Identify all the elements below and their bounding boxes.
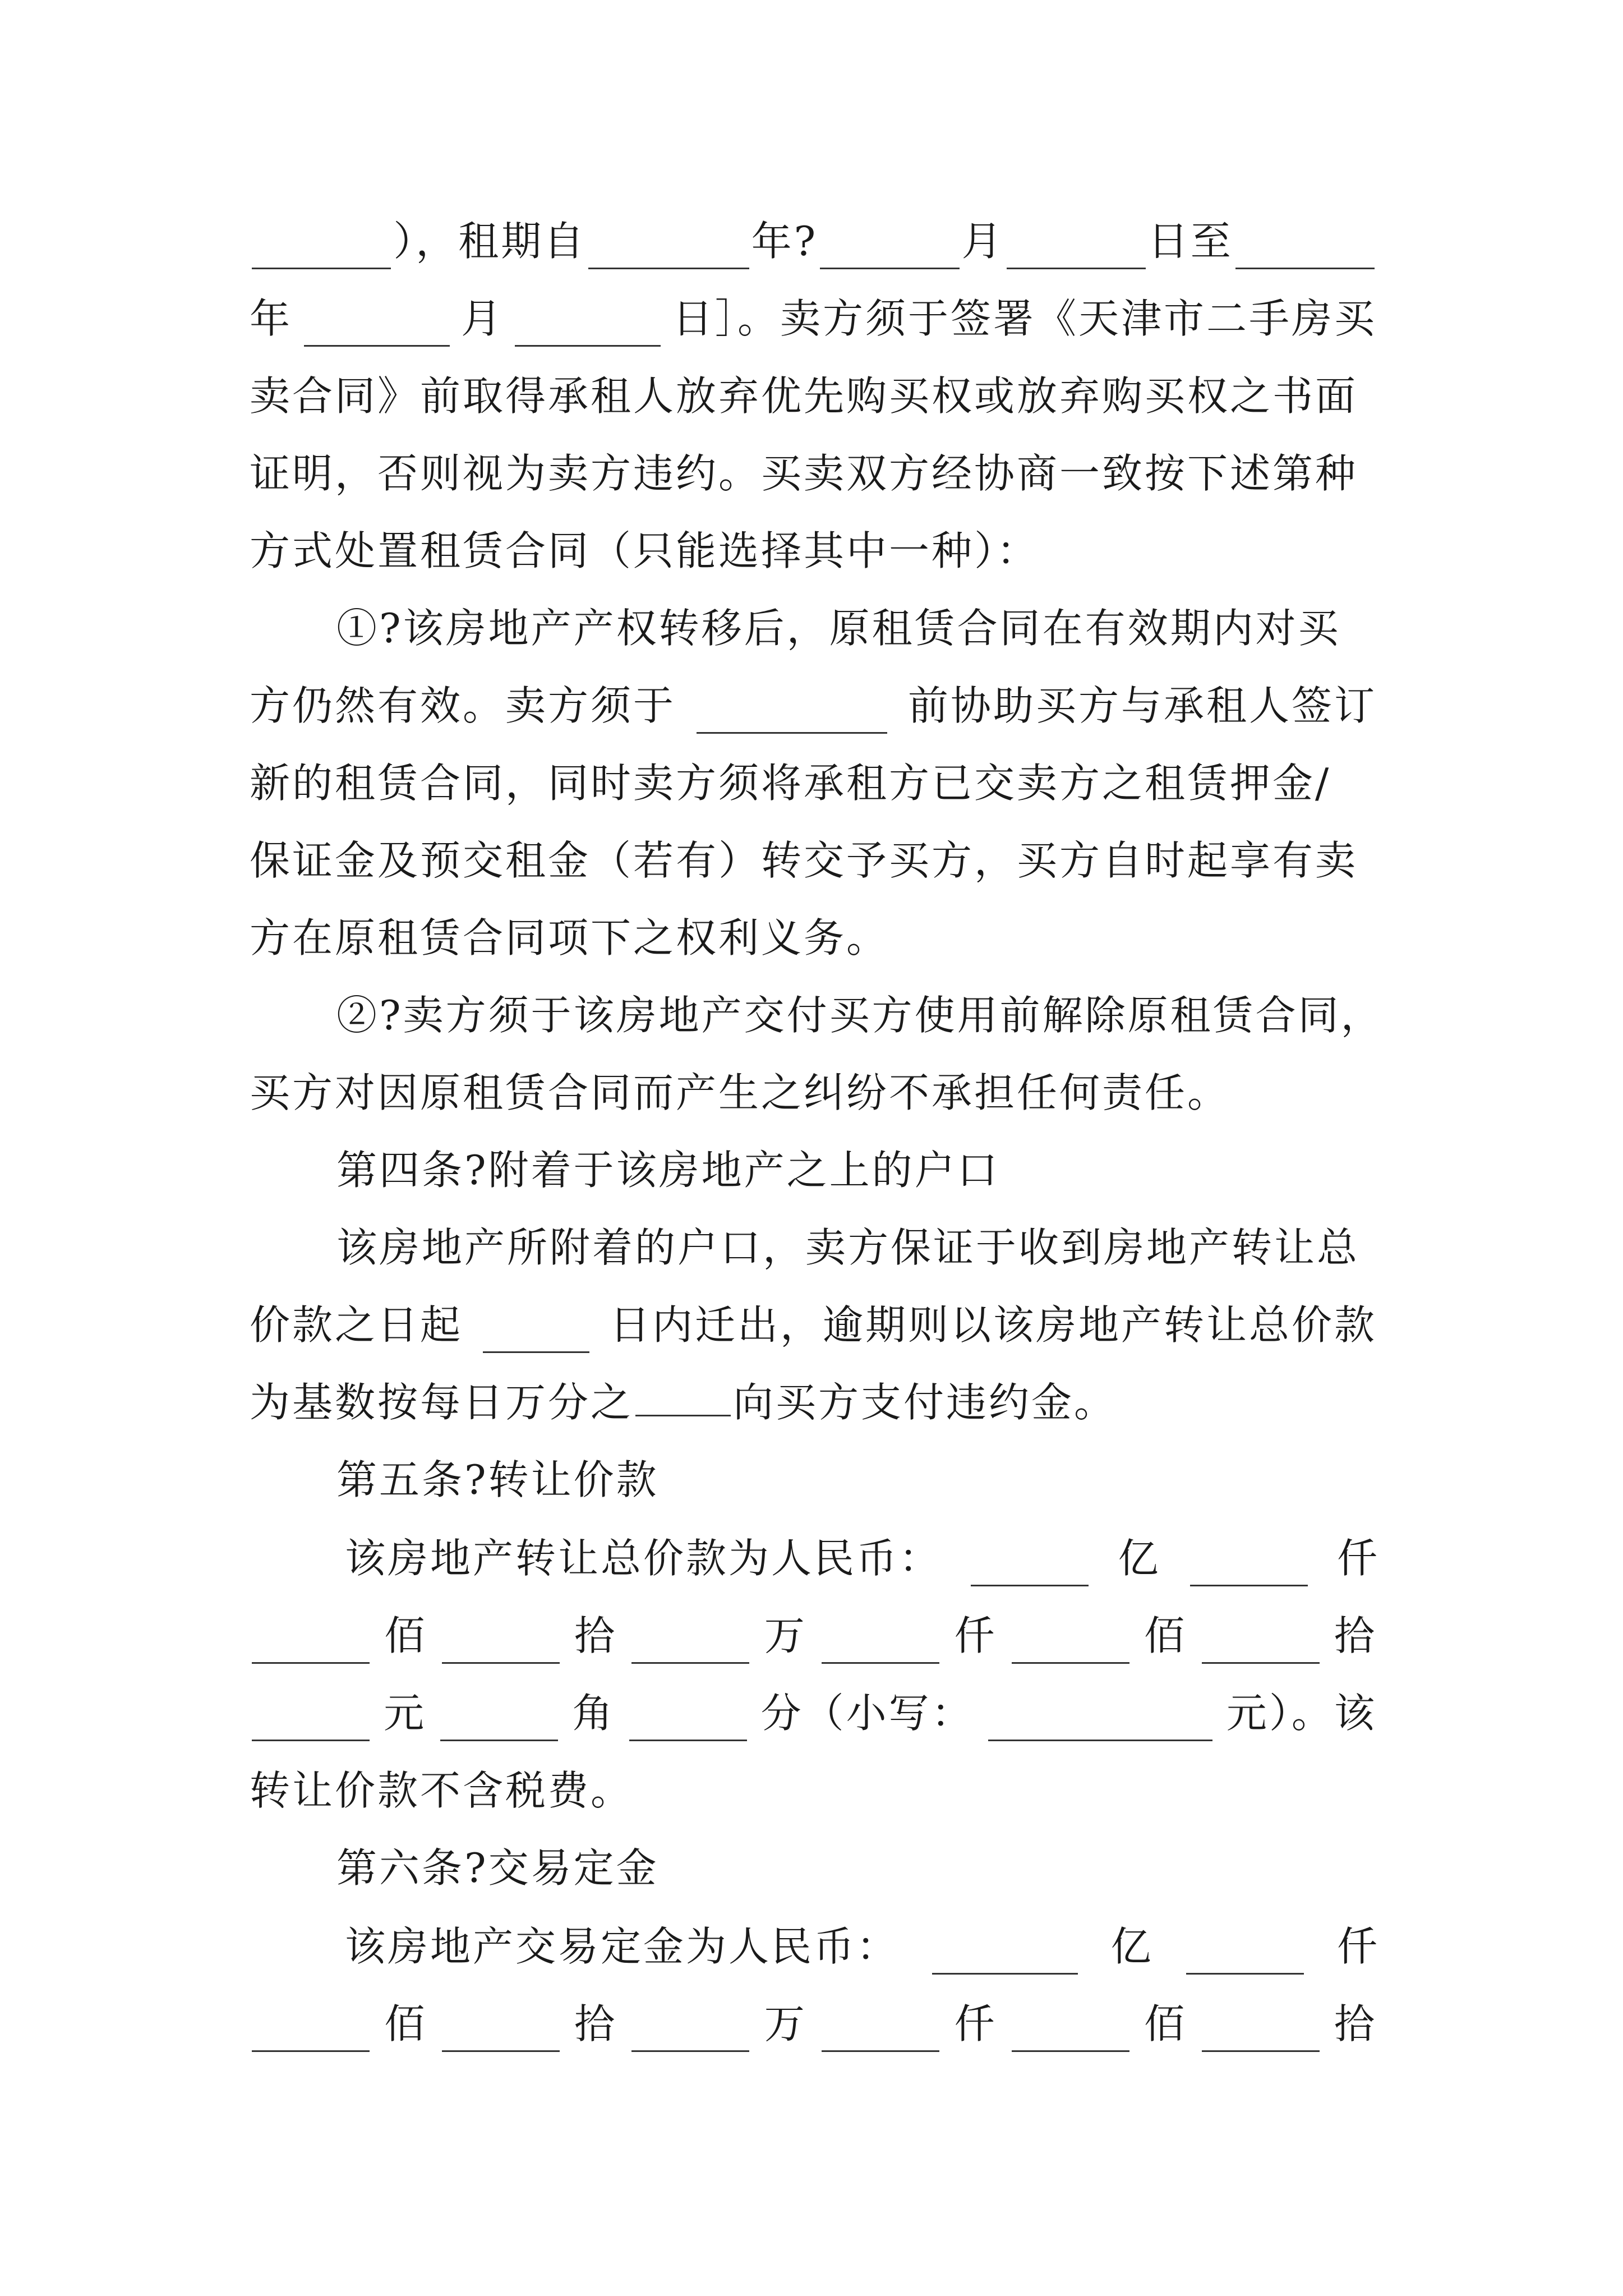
text-segment: 仟 bbox=[1336, 1535, 1380, 1582]
text-line bbox=[250, 291, 1377, 347]
fill-blank bbox=[1202, 2013, 1320, 2052]
fill-blank bbox=[442, 2013, 560, 2052]
text-segment: 拾 bbox=[574, 2000, 617, 2047]
fill-blank bbox=[631, 2013, 749, 2052]
text-segment: 拾 bbox=[574, 1612, 617, 1659]
fill-blank bbox=[820, 231, 959, 269]
fill-blank bbox=[252, 1625, 370, 1664]
text-line bbox=[250, 1374, 1377, 1430]
fill-blank bbox=[440, 1703, 558, 1741]
text-segment: 前协助买方与承租人签订 bbox=[907, 682, 1377, 729]
fill-blank bbox=[304, 308, 450, 347]
fill-blank bbox=[971, 1548, 1089, 1586]
fill-blank bbox=[588, 231, 749, 269]
text-line bbox=[345, 1918, 1380, 1975]
text-line: 证明，否则视为卖方违约。买卖双方经协商一致按下述第种 bbox=[250, 450, 1358, 497]
text-segment: 方仍然有效。卖方须于 bbox=[250, 682, 676, 729]
fill-blank bbox=[252, 1703, 370, 1741]
fill-blank bbox=[629, 1703, 747, 1741]
text-line bbox=[250, 1996, 1377, 2052]
fill-blank bbox=[252, 2013, 370, 2052]
text-segment: 月 bbox=[961, 218, 1004, 265]
text-segment: 佰 bbox=[384, 2000, 427, 2047]
text-segment: 亿 bbox=[1118, 1535, 1161, 1582]
text-segment: 分（小写： bbox=[760, 1690, 974, 1737]
text-segment: 向买方支付违约金。 bbox=[733, 1379, 1117, 1426]
text-line bbox=[250, 678, 1377, 734]
fill-blank bbox=[822, 1625, 939, 1664]
text-line: 方式处置租赁合同（只能选择其中一种）： bbox=[250, 527, 1040, 574]
fill-blank bbox=[515, 308, 661, 347]
text-line: 转让价款不含税费。 bbox=[250, 1767, 634, 1814]
text-segment: 月 bbox=[460, 295, 504, 342]
text-segment: 万 bbox=[764, 1612, 807, 1659]
text-segment: 该房地产转让总价款为人民币： bbox=[345, 1535, 942, 1582]
text-line: 方在原租赁合同项下之权利义务。 bbox=[250, 914, 889, 961]
text-segment: 仟 bbox=[954, 2000, 997, 2047]
fill-blank bbox=[1190, 1548, 1308, 1586]
text-segment: 佰 bbox=[1144, 2000, 1187, 2047]
text-segment: 日内迁出，逾期则以该房地产转让总价款 bbox=[609, 1301, 1377, 1349]
fill-blank bbox=[483, 1314, 589, 1353]
fill-blank bbox=[988, 1703, 1212, 1741]
text-segment: ），租期自 bbox=[393, 218, 587, 265]
text-segment: 为基数按每日万分之 bbox=[250, 1379, 634, 1426]
text-segment: 年? bbox=[751, 218, 818, 265]
text-line bbox=[250, 1608, 1377, 1664]
fill-blank bbox=[1202, 1625, 1320, 1664]
text-line: ①?该房地产产权转移后，原租赁合同在有效期内对买 bbox=[336, 605, 1341, 652]
text-segment: 仟 bbox=[954, 1612, 997, 1659]
text-segment: 佰 bbox=[384, 1612, 427, 1659]
text-segment: 元 bbox=[384, 1690, 427, 1737]
section-heading: 第六条?交易定金 bbox=[336, 1844, 659, 1892]
section-heading: 第四条?附着于该房地产之上的户口 bbox=[336, 1147, 1000, 1194]
text-line: 该房地产所附着的户口，卖方保证于收到房地产转让总 bbox=[336, 1224, 1360, 1271]
fill-blank bbox=[1012, 1625, 1129, 1664]
fill-blank bbox=[697, 695, 887, 734]
text-line: 保证金及预交租金（若有）转交予买方，买方自时起享有卖 bbox=[250, 837, 1358, 884]
section-heading: 第五条?转让价款 bbox=[336, 1456, 659, 1503]
fill-blank bbox=[631, 1625, 749, 1664]
fill-blank bbox=[635, 1378, 731, 1416]
text-segment: 该房地产交易定金为人民币： bbox=[345, 1923, 900, 1970]
text-segment: 拾 bbox=[1334, 1612, 1377, 1659]
text-line: 卖合同》前取得承租人放弃优先购买权或放弃购买权之书面 bbox=[250, 372, 1358, 420]
text-segment: 拾 bbox=[1334, 2000, 1377, 2047]
text-segment: 年 bbox=[250, 295, 293, 342]
fill-blank bbox=[442, 1625, 560, 1664]
text-segment: 佰 bbox=[1144, 1612, 1187, 1659]
text-line: 新的租赁合同，同时卖方须将承租方已交卖方之租赁押金/ bbox=[250, 760, 1331, 807]
fill-blank bbox=[252, 231, 391, 269]
fill-blank bbox=[1007, 231, 1146, 269]
text-line bbox=[250, 1685, 1377, 1741]
fill-blank bbox=[932, 1936, 1078, 1975]
fill-blank bbox=[1235, 231, 1375, 269]
text-segment: 万 bbox=[764, 2000, 807, 2047]
text-segment: 价款之日起 bbox=[250, 1301, 463, 1349]
text-line bbox=[250, 1297, 1377, 1353]
text-line: 买方对因原租赁合同而产生之纠纷不承担任何责任。 bbox=[250, 1069, 1230, 1116]
text-line: ②?卖方须于该房地产交付买方使用前解除原租赁合同， bbox=[336, 992, 1384, 1039]
text-line bbox=[345, 1530, 1380, 1586]
fill-blank bbox=[822, 2013, 939, 2052]
fill-blank bbox=[1186, 1936, 1304, 1975]
text-line bbox=[250, 213, 1377, 269]
text-segment: 元）。该 bbox=[1226, 1690, 1377, 1737]
fill-blank bbox=[1012, 2013, 1129, 2052]
text-segment: 角 bbox=[572, 1690, 615, 1737]
text-segment: 日］。卖方须于签署《天津市二手房买 bbox=[672, 295, 1377, 342]
text-segment: 日至 bbox=[1147, 218, 1233, 265]
text-segment: 仟 bbox=[1336, 1923, 1380, 1970]
text-segment: 亿 bbox=[1110, 1923, 1154, 1970]
